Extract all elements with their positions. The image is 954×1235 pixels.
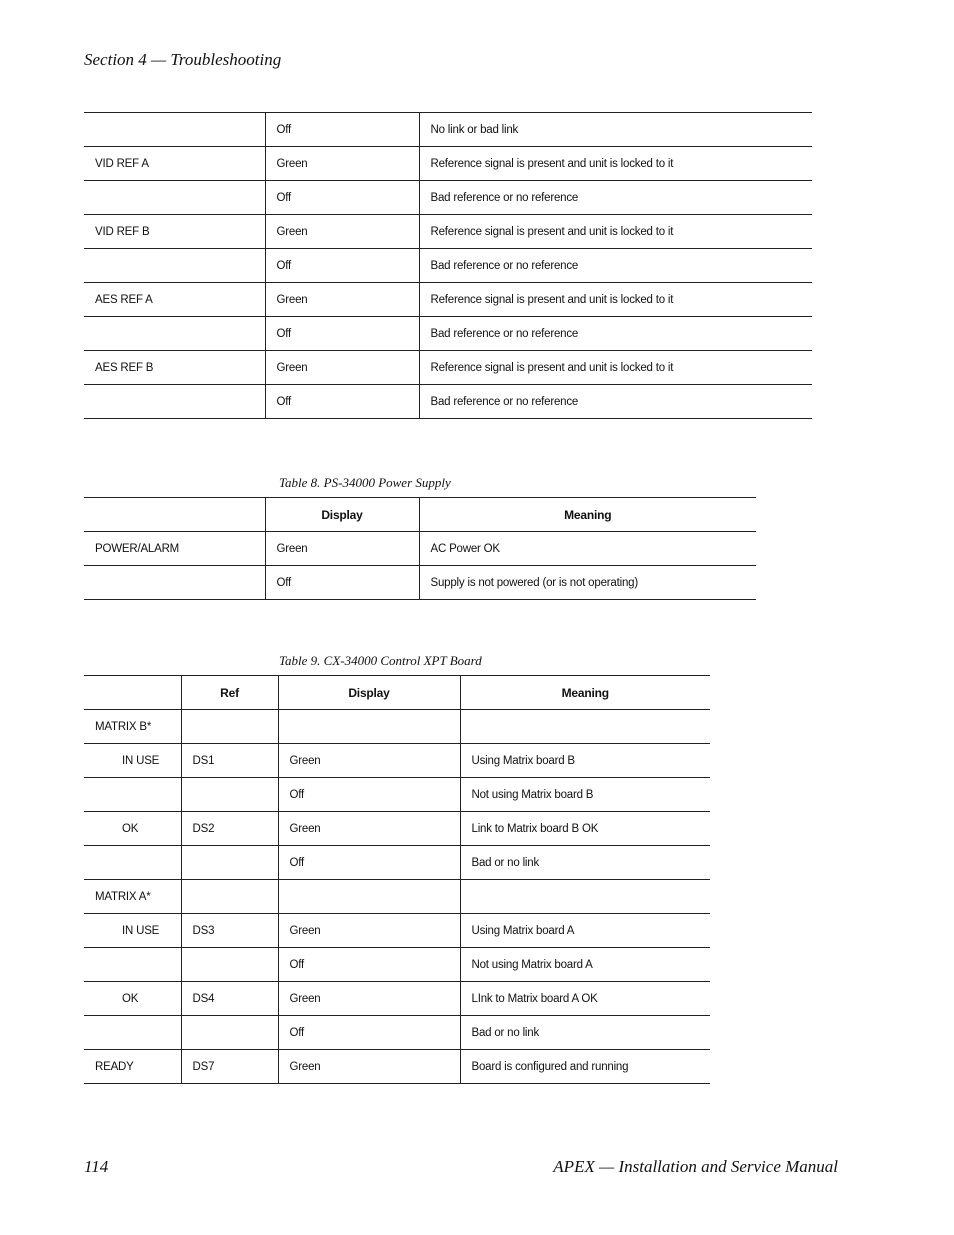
table-cell: AC Power OK	[419, 532, 756, 566]
table-cell	[84, 385, 265, 419]
table-cell: Green	[265, 351, 419, 385]
table-cell	[181, 778, 278, 812]
table-row	[84, 566, 756, 600]
table-cell	[278, 880, 460, 914]
table-row	[84, 710, 710, 744]
table-cell	[181, 880, 278, 914]
table-cell: Green	[278, 812, 460, 846]
table-cell	[84, 181, 265, 215]
table-cell: Not using Matrix board A	[460, 948, 710, 982]
table-cell	[460, 880, 710, 914]
table9-caption: Table 9. CX-34000 Control XPT Board	[279, 653, 482, 668]
table9-header-display: Display	[278, 676, 460, 710]
table-cell: Green	[278, 982, 460, 1016]
table9-header-cell	[84, 676, 181, 710]
table-cx-34000-control-xpt-board	[84, 675, 710, 1084]
table-row	[84, 147, 812, 181]
table-cell: Off	[265, 181, 419, 215]
table-row	[84, 1016, 710, 1050]
table-cell: DS4	[181, 982, 278, 1016]
table-cell: Green	[265, 215, 419, 249]
table-row	[84, 215, 812, 249]
table-cell	[278, 710, 460, 744]
table-cell: Using Matrix board A	[460, 914, 710, 948]
table-cell: IN USE	[84, 914, 181, 948]
table-row	[84, 1050, 710, 1084]
table-cell: Bad or no link	[460, 846, 710, 880]
table-cell	[84, 113, 265, 147]
table-cell: DS3	[181, 914, 278, 948]
table9-body	[84, 710, 710, 1084]
table8-header-cell	[84, 498, 265, 532]
table-row	[84, 846, 710, 880]
table-cell: Green	[265, 283, 419, 317]
table-cell	[181, 948, 278, 982]
table-cell: Reference signal is present and unit is locked to it	[419, 215, 812, 249]
table9-header-ref: Ref	[181, 676, 278, 710]
table-cell: LInk to Matrix board A OK	[460, 982, 710, 1016]
table-cell: Reference signal is present and unit is locked to it	[419, 351, 812, 385]
table-cell: Not using Matrix board B	[460, 778, 710, 812]
page-number: 114	[84, 1157, 109, 1176]
table-cell: Bad reference or no reference	[419, 385, 812, 419]
table-cell: Off	[265, 113, 419, 147]
table-row	[84, 317, 812, 351]
manual-title: APEX — Installation and Service Manual	[553, 1157, 838, 1176]
table-cell: Green	[278, 1050, 460, 1084]
table-cell	[181, 710, 278, 744]
table-cell: Off	[278, 1016, 460, 1050]
table-cell: Reference signal is present and unit is locked to it	[419, 283, 812, 317]
table-cell: Bad reference or no reference	[419, 181, 812, 215]
table-row	[84, 385, 812, 419]
table-cell: Off	[265, 249, 419, 283]
table9-header-row	[84, 676, 710, 710]
table-cell: Off	[278, 846, 460, 880]
table-cell	[84, 317, 265, 351]
table-cell: MATRIX A*	[84, 880, 181, 914]
table-cell: AES REF B	[84, 351, 265, 385]
table-cell: Green	[265, 532, 419, 566]
table-cell: Off	[278, 778, 460, 812]
table-cell: Link to Matrix board B OK	[460, 812, 710, 846]
table-cell: DS1	[181, 744, 278, 778]
table-cell: Green	[278, 914, 460, 948]
table-cell	[84, 948, 181, 982]
table-row	[84, 113, 812, 147]
table-cell: OK	[84, 812, 181, 846]
table-cell: Supply is not powered (or is not operating)	[419, 566, 756, 600]
table-cell: Off	[265, 385, 419, 419]
table-cell	[84, 566, 265, 600]
table7-body	[84, 113, 812, 419]
table-cell: Off	[265, 566, 419, 600]
table-row	[84, 914, 710, 948]
table-cell: Off	[278, 948, 460, 982]
table-row	[84, 249, 812, 283]
table-cell: No link or bad link	[419, 113, 812, 147]
table8-header-display: Display	[265, 498, 419, 532]
table-cell: IN USE	[84, 744, 181, 778]
table-cell: Bad reference or no reference	[419, 249, 812, 283]
table-row	[84, 532, 756, 566]
table-cell	[181, 1016, 278, 1050]
table-cell: Off	[265, 317, 419, 351]
table9-header-meaning: Meaning	[460, 676, 710, 710]
table8-body	[84, 532, 756, 600]
table-cell: DS2	[181, 812, 278, 846]
table-cell: READY	[84, 1050, 181, 1084]
table-ps-34000-power-supply	[84, 497, 756, 600]
table-cell	[84, 778, 181, 812]
table-cell	[460, 710, 710, 744]
table-cell	[181, 846, 278, 880]
table-row	[84, 948, 710, 982]
table-row	[84, 351, 812, 385]
table-cell: OK	[84, 982, 181, 1016]
table8-header-meaning: Meaning	[419, 498, 756, 532]
table-row	[84, 778, 710, 812]
section-header: Section 4 — Troubleshooting	[84, 50, 282, 69]
table-cell: Reference signal is present and unit is locked to it	[419, 147, 812, 181]
table-cell: Bad reference or no reference	[419, 317, 812, 351]
table-row	[84, 982, 710, 1016]
table-cell: Using Matrix board B	[460, 744, 710, 778]
table-cell: Bad or no link	[460, 1016, 710, 1050]
table-row	[84, 181, 812, 215]
table-cell: VID REF A	[84, 147, 265, 181]
table-row	[84, 283, 812, 317]
table-cell: VID REF B	[84, 215, 265, 249]
table-cell: MATRIX B*	[84, 710, 181, 744]
table-led-reference-status	[84, 112, 812, 419]
table-row	[84, 812, 710, 846]
table-cell: POWER/ALARM	[84, 532, 265, 566]
table-cell	[84, 1016, 181, 1050]
table-cell: DS7	[181, 1050, 278, 1084]
table8-header-row	[84, 498, 756, 532]
table-cell: Board is configured and running	[460, 1050, 710, 1084]
table8-caption: Table 8. PS-34000 Power Supply	[279, 475, 451, 490]
table-cell	[84, 846, 181, 880]
table-cell: Green	[278, 744, 460, 778]
table-cell: Green	[265, 147, 419, 181]
table-row	[84, 880, 710, 914]
table-cell	[84, 249, 265, 283]
table-row	[84, 744, 710, 778]
table-cell: AES REF A	[84, 283, 265, 317]
